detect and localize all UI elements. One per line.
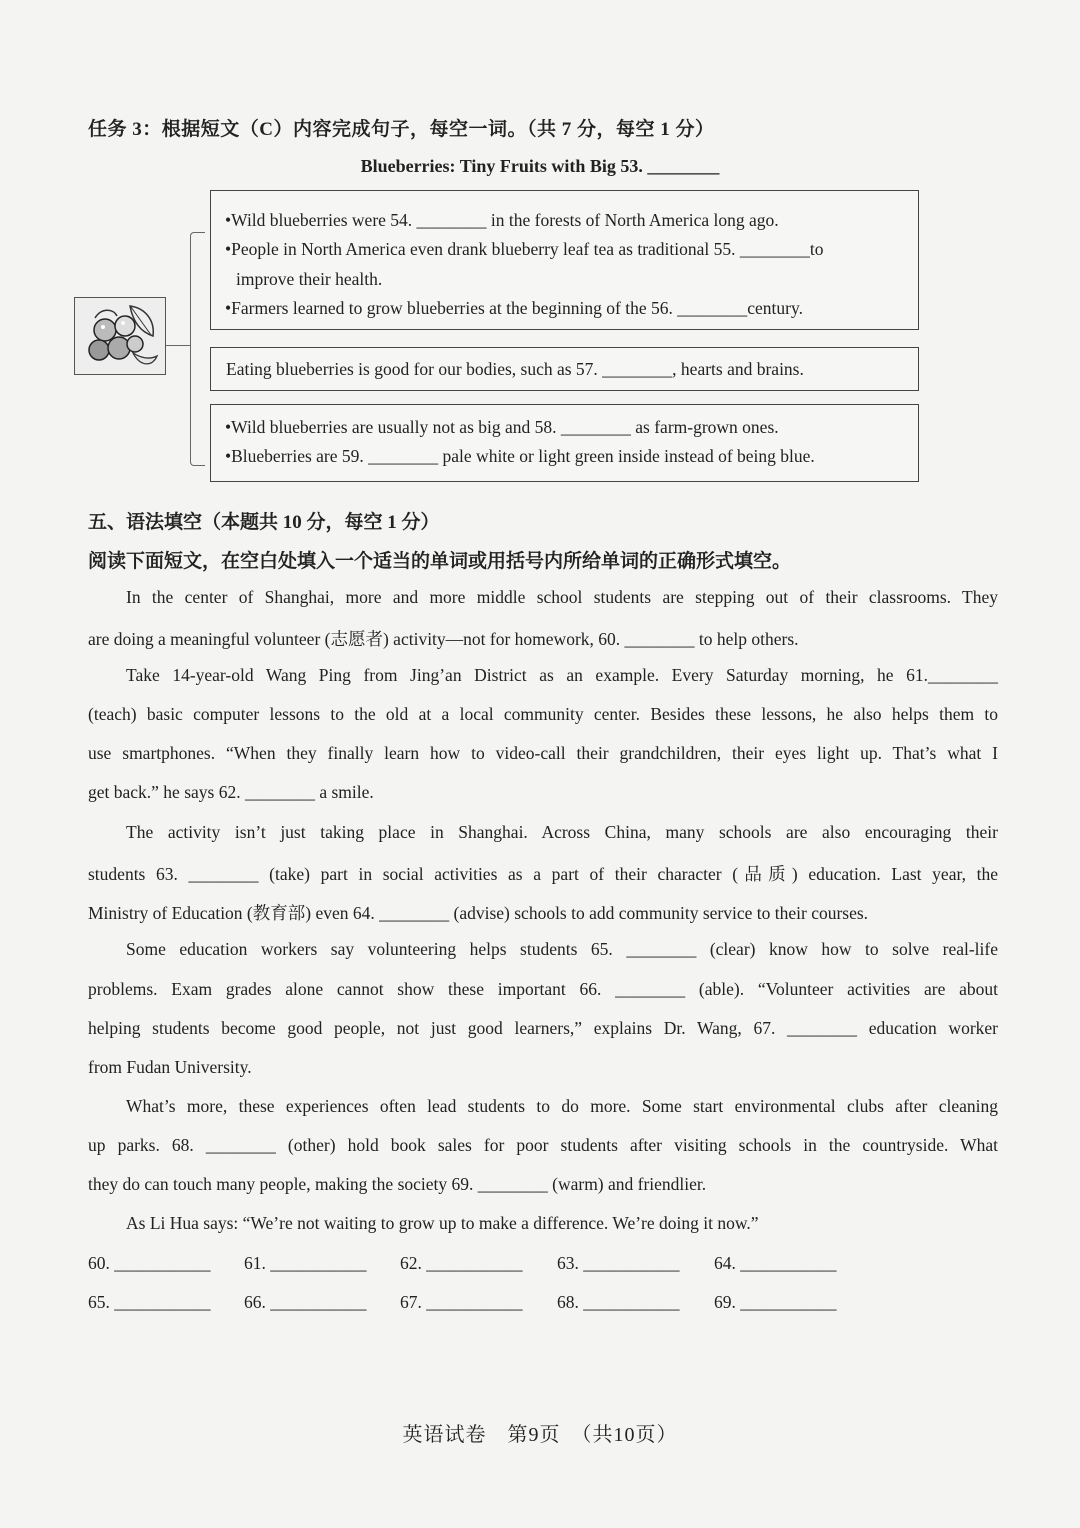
passage-line: students 63. ________ (take) part in social activities as a part of their character (品质) education. Last year, the bbox=[88, 864, 998, 884]
passage-line: are doing a meaningful volunteer (志愿者) activity—not for homework, 60. ________ to help others. bbox=[88, 629, 799, 649]
answer-blank[interactable]: 66. ___________ bbox=[244, 1292, 367, 1312]
passage-line: from Fudan University. bbox=[88, 1057, 252, 1077]
info-box-history bbox=[210, 190, 919, 330]
bracket-line bbox=[166, 345, 178, 346]
passage-line: What’s more, these experiences often lead students to do more. Some start environmental clubs after cleaning bbox=[126, 1096, 998, 1116]
answer-blank[interactable]: 67. ___________ bbox=[400, 1292, 523, 1312]
passage-line: Ministry of Education (教育部) even 64. ________ (advise) schools to add community service to their courses. bbox=[88, 903, 869, 923]
box-line: •Blueberries are 59. ________ pale white or light green inside instead of being blue. bbox=[225, 446, 815, 466]
task3-title: 任务 3：根据短文（C）内容完成句子，每空一词。（共 7 分，每空 1 分） bbox=[88, 119, 715, 140]
bracket-line bbox=[178, 345, 190, 346]
passage-line: helping students become good people, not just good learners,” explains Dr. Wang, 67. ________ education worker bbox=[88, 1018, 998, 1038]
answer-blank[interactable]: 62. ___________ bbox=[400, 1253, 523, 1273]
info-box-types bbox=[210, 404, 919, 482]
box-line: improve their health. bbox=[236, 269, 383, 289]
answer-blank[interactable]: 64. ___________ bbox=[714, 1253, 837, 1273]
box-line: •Wild blueberries were 54. ________ in the forests of North America long ago. bbox=[225, 210, 779, 230]
section-instruction: 阅读下面短文，在空白处填入一个适当的单词或用括号内所给单词的正确形式填空。 bbox=[88, 551, 792, 572]
passage-line: up parks. 68. ________ (other) hold book sales for poor students after visiting schools in the countryside. What bbox=[88, 1135, 998, 1155]
passage-line: In the center of Shanghai, more and more middle school students are stepping out of their classrooms. They bbox=[126, 587, 998, 607]
answer-blank[interactable]: 69. ___________ bbox=[714, 1292, 837, 1312]
answer-blank[interactable]: 65. ___________ bbox=[88, 1292, 211, 1312]
answer-blank[interactable]: 63. ___________ bbox=[557, 1253, 680, 1273]
info-box-benefits bbox=[210, 347, 919, 391]
box-line: •Wild blueberries are usually not as big and 58. ________ as farm-grown ones. bbox=[225, 417, 779, 437]
passage-line: get back.” he says 62. ________ a smile. bbox=[88, 782, 374, 802]
blueberry-illustration-icon bbox=[74, 297, 166, 375]
passage-line: Take 14-year-old Wang Ping from Jing’an District as an example. Every Saturday morning, he 61.________ bbox=[126, 665, 998, 685]
passage-line: The activity isn’t just taking place in Shanghai. Across China, many schools are also encouraging their bbox=[126, 822, 998, 842]
box-line: Eating blueberries is good for our bodies, such as 57. ________, hearts and brains. bbox=[226, 359, 804, 379]
passage-line: Some education workers say volunteering helps students 65. ________ (clear) know how to solve real-life bbox=[126, 939, 998, 959]
passage-line: problems. Exam grades alone cannot show these important 66. ________ (able). “Volunteer activities are about bbox=[88, 979, 998, 999]
passage-line: (teach) basic computer lessons to the old at a local community center. Besides these lessons, he also helps them to bbox=[88, 704, 998, 724]
section-heading: 五、语法填空（本题共 10 分，每空 1 分） bbox=[88, 512, 440, 533]
bracket-line bbox=[190, 232, 205, 466]
passage-line: use smartphones. “When they finally learn how to video-call their grandchildren, their eyes light up. That’s what I bbox=[88, 743, 998, 763]
answer-blank[interactable]: 68. ___________ bbox=[557, 1292, 680, 1312]
answer-blank[interactable]: 61. ___________ bbox=[244, 1253, 367, 1273]
passage-subtitle: Blueberries: Tiny Fruits with Big 53. ________ bbox=[360, 156, 720, 176]
page-footer: 英语试卷 第9页 （共10页） bbox=[402, 1424, 678, 1446]
passage-line: As Li Hua says: “We’re not waiting to grow up to make a difference. We’re doing it now.” bbox=[126, 1213, 759, 1233]
passage-line: they do can touch many people, making the society 69. ________ (warm) and friendlier. bbox=[88, 1174, 707, 1194]
box-line: •People in North America even drank blueberry leaf tea as traditional 55. ________to bbox=[225, 239, 824, 259]
box-line: •Farmers learned to grow blueberries at the beginning of the 56. ________century. bbox=[225, 298, 803, 318]
answer-blank[interactable]: 60. ___________ bbox=[88, 1253, 211, 1273]
